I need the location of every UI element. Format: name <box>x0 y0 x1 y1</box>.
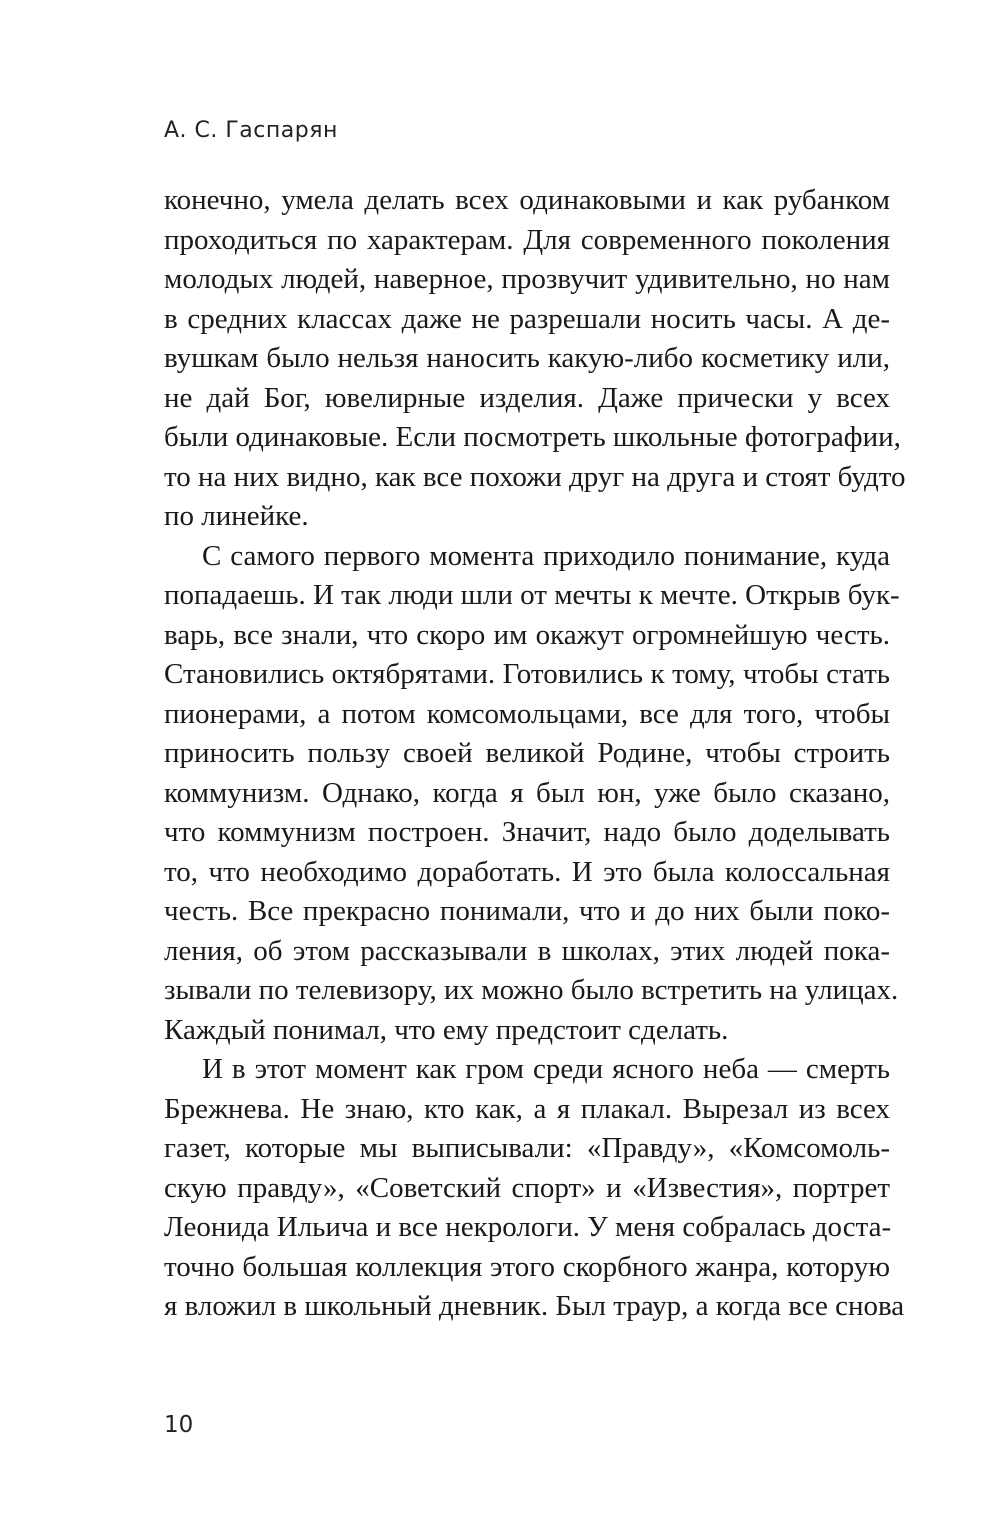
text-line: Каждый понимал, что ему предстоит сделать. <box>164 1013 729 1046</box>
text-line: ления, об этом рассказывали в школах, этих людей пока- <box>164 934 890 967</box>
text-line: были одинаковые. Если посмотреть школьные фотографии, <box>164 421 901 453</box>
text-line: Становились октябрятами. Готовились к тому, чтобы стать <box>164 658 890 690</box>
text-line: по линейке. <box>164 500 309 532</box>
text-line: то, что необходимо доработать. И это была колоссальная <box>164 855 890 888</box>
text-line: проходиться по характерам. Для современного поколения <box>164 223 890 256</box>
running-header: А. С. Гаспарян <box>164 118 338 143</box>
text-line: газет, которые мы выписывали: «Правду», «Комсомоль- <box>164 1132 890 1164</box>
page-body-text <box>164 181 906 1327</box>
text-line: пионерами, а потом комсомольцами, все для того, чтобы <box>164 697 890 730</box>
paragraph-first-line: С самого первого момента приходило понимание, куда <box>202 539 890 572</box>
text-line: я вложил в школьный дневник. Был траур, а когда все снова <box>164 1290 905 1322</box>
text-line: в средних классах даже не разрешали носить часы. А де- <box>164 302 890 335</box>
text-line: не дай Бог, ювелирные изделия. Даже прически у всех <box>164 381 890 414</box>
text-line: скую правду», «Советский спорт» и «Известия», портрет <box>164 1171 890 1204</box>
text-line: приносить пользу своей великой Родине, чтобы строить <box>164 737 890 769</box>
text-line: зывали по телевизору, их можно было встретить на улицах. <box>164 974 899 1006</box>
text-line: вушкам было нельзя наносить какую-либо косметику или, <box>164 342 890 374</box>
text-line: конечно, умела делать всех одинаковыми и как рубанком <box>164 184 890 216</box>
text-line: что коммунизм построен. Значит, надо было доделывать <box>164 816 890 848</box>
text-line: попадаешь. И так люди шли от мечты к мечте. Открыв бук- <box>164 579 900 611</box>
text-line: точно большая коллекция этого скорбного жанра, которую <box>164 1250 890 1283</box>
text-line: то на них видно, как все похожи друг на друга и стоят будто <box>164 460 906 493</box>
paragraph-first-line: И в этот момент как гром среди ясного неба — смерть <box>202 1053 890 1085</box>
text-line: Леонида Ильича и все некрологи. У меня собралась доста- <box>164 1211 892 1243</box>
text-line: честь. Все прекрасно понимали, что и до них были поко- <box>164 895 890 927</box>
text-line: Брежнева. Не знаю, кто как, а я плакал. Вырезал из всех <box>164 1092 890 1125</box>
text-line: коммунизм. Однако, когда я был юн, уже было сказано, <box>164 776 890 809</box>
page-number: 10 <box>164 1412 194 1438</box>
text-line: варь, все знали, что скоро им окажут огромнейшую честь. <box>164 618 890 651</box>
text-line: молодых людей, наверное, прозвучит удивительно, но нам <box>164 263 890 295</box>
